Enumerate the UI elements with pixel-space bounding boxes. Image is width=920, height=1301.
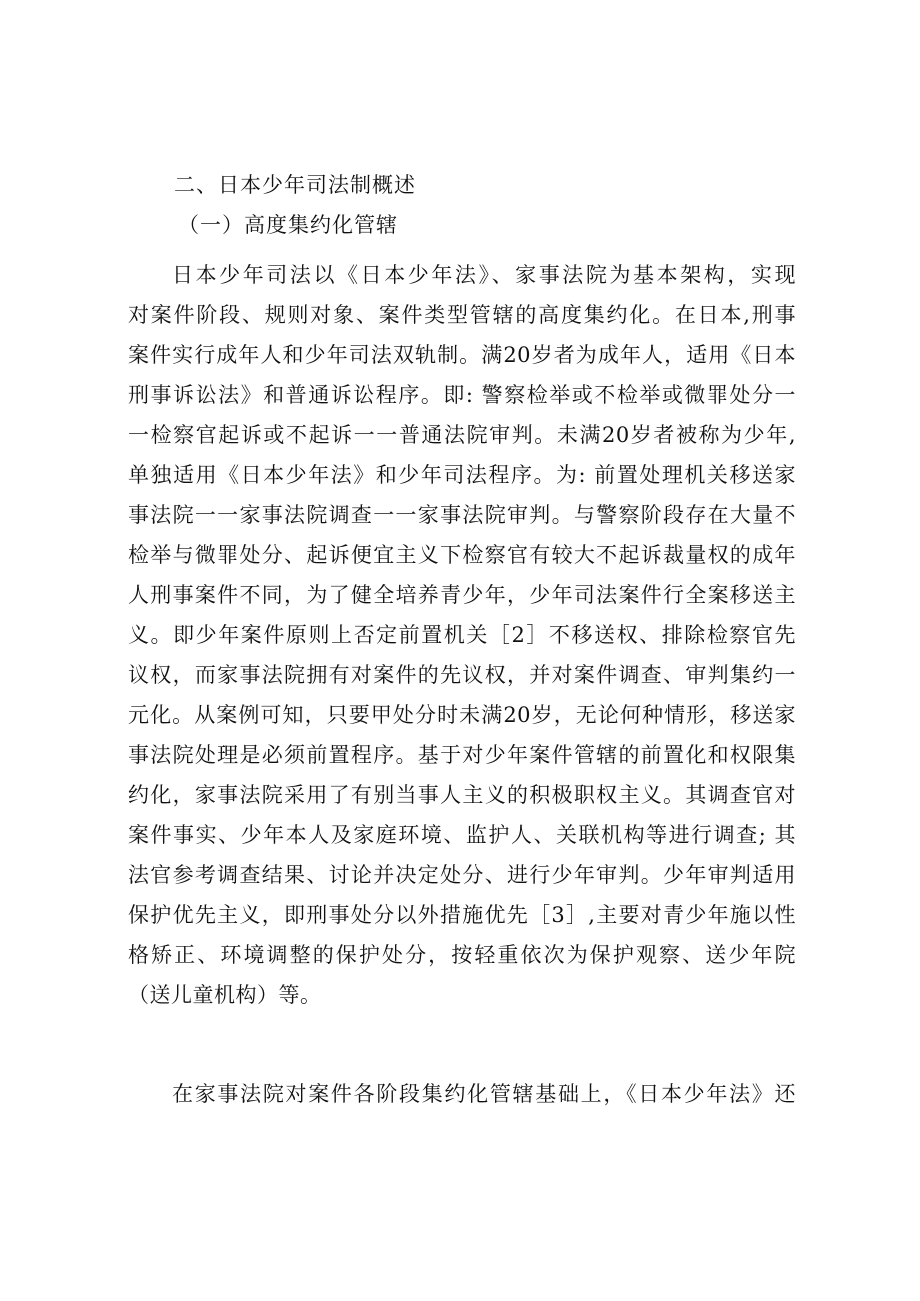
text-line: 元化。从案例可知，只要甲处分时未满20岁，无论何种情形，移送家	[128, 703, 796, 727]
text-line: 检举与微罪处分、起诉便宜主义下检察官有较大不起诉裁量权的成年	[128, 543, 796, 567]
text-line: 案件事实、少年本人及家庭环境、监护人、关联机构等进行调查; 其	[128, 823, 796, 847]
text-line: 约化，家事法院采用了有别当事人主义的积极职权主义。其调查官对	[128, 783, 796, 807]
text-line: 法官参考调查结果、讨论并决定处分、进行少年审判。少年审判适用	[128, 863, 796, 887]
text-line: 事法院处理是必须前置程序。基于对少年案件管辖的前置化和权限集	[128, 743, 796, 767]
text-line: 义。即少年案件原则上否定前置机关［2］不移送权、排除检察官先	[128, 623, 796, 647]
body-paragraph-1	[128, 255, 796, 1015]
text-line: 一检察官起诉或不起诉一一普通法院审判。未满20岁者被称为少年,	[128, 423, 796, 447]
text-line: 刑事诉讼法》和普通诉讼程序。即: 警察检举或不检举或微罪处分一	[128, 383, 796, 407]
text-line: （送儿童机构）等。	[128, 983, 322, 1007]
section-heading: 二、日本少年司法制概述	[174, 173, 416, 197]
text-line: 事法院一一家事法院调查一一家事法院审判。与警察阶段存在大量不	[128, 503, 796, 527]
subsection-heading: （一）高度集约化管辖	[178, 213, 398, 237]
text-line: 格矫正、环境调整的保护处分，按轻重依次为保护观察、送少年院	[128, 943, 796, 967]
text-line: 人刑事案件不同，为了健全培养青少年，少年司法案件行全案移送主	[128, 583, 796, 607]
text-line: 在家事法院对案件各阶段集约化管辖基础上，《日本少年法》还	[172, 1082, 796, 1106]
body-paragraph-2	[128, 1074, 796, 1114]
text-line: 日本少年司法以《日本少年法》、家事法院为基本架构，实现	[172, 263, 796, 287]
text-line: 案件实行成年人和少年司法双轨制。满20岁者为成年人，适用《日本	[128, 343, 796, 367]
text-line: 议权，而家事法院拥有对案件的先议权，并对案件调查、审判集约一	[128, 663, 796, 687]
text-line: 对案件阶段、规则对象、案件类型管辖的高度集约化。在日本,刑事	[128, 303, 796, 327]
text-line: 单独适用《日本少年法》和少年司法程序。为: 前置处理机关移送家	[128, 463, 796, 487]
text-line: 保护优先主义，即刑事处分以外措施优先［3］,主要对青少年施以性	[128, 903, 796, 927]
